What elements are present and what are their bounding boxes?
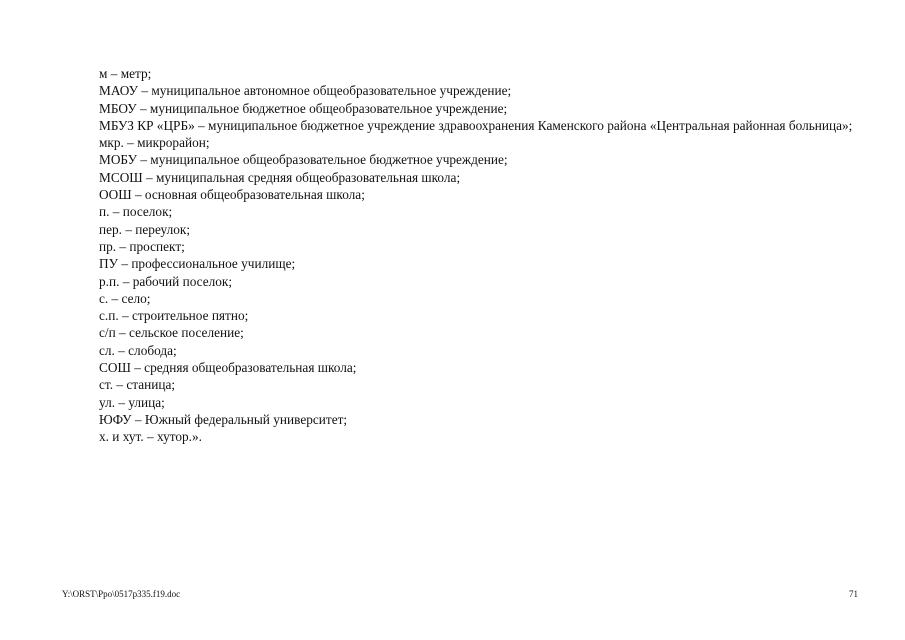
abbreviation-line: МАОУ – муниципальное автономное общеобразовательное учреждение; <box>99 83 512 99</box>
abbreviation-line: ст. – станица; <box>99 377 176 393</box>
abbreviation-line: мкр. – микрорайон; <box>99 135 210 151</box>
footer-file-path: Y:\ORST\Ppo\0517p335.f19.doc <box>62 589 181 599</box>
abbreviation-line: ООШ – основная общеобразовательная школа; <box>99 187 365 203</box>
abbreviation-line: МБУЗ КР «ЦРБ» – муниципальное бюджетное учреждение здравоохранения Каменского района «Центральная районная больница»; <box>99 117 853 133</box>
abbreviation-line: СОШ – средняя общеобразовательная школа; <box>99 360 357 376</box>
abbreviation-line: пер. – переулок; <box>99 221 191 237</box>
abbreviation-line: МБОУ – муниципальное бюджетное общеобразовательное учреждение; <box>99 100 508 116</box>
abbreviation-line: х. и хут. – хутор.». <box>99 429 202 445</box>
document-body <box>62 65 858 446</box>
abbreviation-line: МСОШ – муниципальная средняя общеобразовательная школа; <box>99 169 461 185</box>
abbreviation-line: пр. – проспект; <box>99 238 185 254</box>
page-number: 71 <box>849 589 858 599</box>
abbreviation-line: сл. – слобода; <box>99 342 177 358</box>
abbreviation-line: с. – село; <box>99 290 151 306</box>
abbreviation-line: с/п – сельское поселение; <box>99 325 244 341</box>
abbreviation-line: МОБУ – муниципальное общеобразовательное бюджетное учреждение; <box>99 152 508 168</box>
abbreviation-line: р.п. – рабочий поселок; <box>99 273 233 289</box>
abbreviation-line: п. – поселок; <box>99 204 173 220</box>
abbreviation-line: ул. – улица; <box>99 394 165 410</box>
abbreviation-line: ПУ – профессиональное училище; <box>99 256 296 272</box>
abbreviation-line: ЮФУ – Южный федеральный университет; <box>99 411 348 427</box>
abbreviation-line: с.п. – строительное пятно; <box>99 308 249 324</box>
abbreviation-line: м – метр; <box>99 66 152 81</box>
